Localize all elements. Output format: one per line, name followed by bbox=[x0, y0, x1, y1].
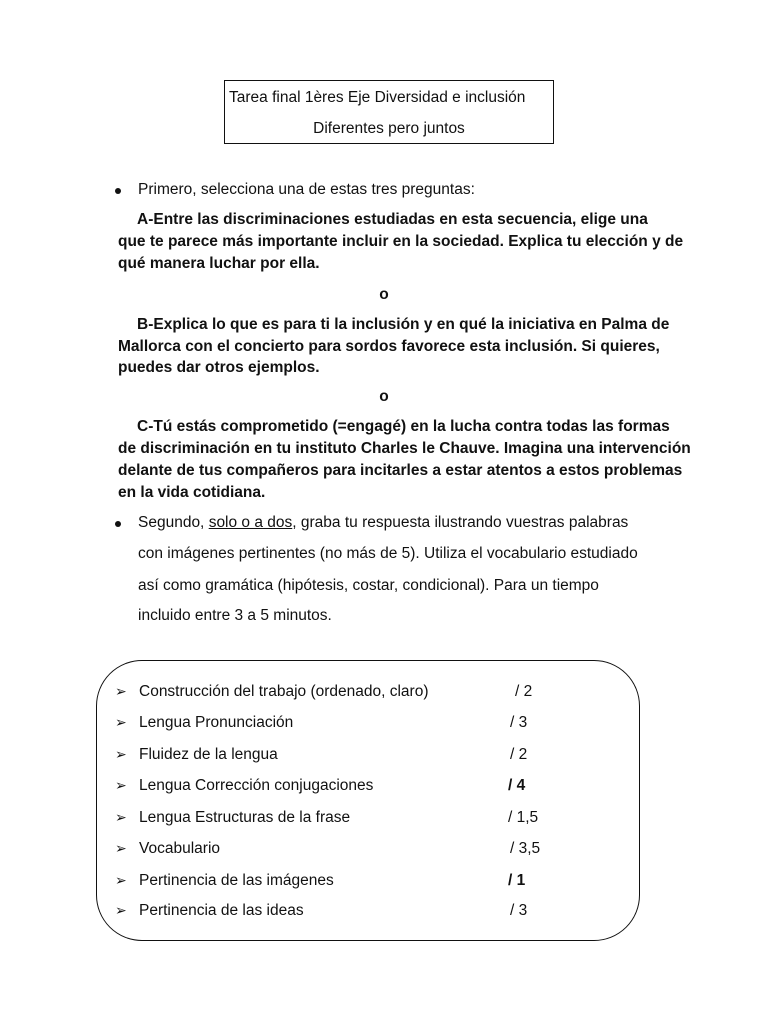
instruction-second-underlined: solo o a dos bbox=[208, 514, 293, 531]
criteria-row bbox=[97, 746, 641, 768]
criteria-score: / 3,5 bbox=[510, 840, 541, 857]
criteria-row bbox=[97, 777, 641, 799]
criteria-label: Vocabulario bbox=[139, 840, 221, 857]
question-b-line-2: Mallorca con el concierto para sordos favorece esta inclusión. Si quieres, bbox=[118, 338, 660, 355]
question-c-line-4: en la vida cotidiana. bbox=[118, 484, 266, 501]
arrowhead-bullet-icon: ➢ bbox=[115, 714, 127, 730]
criteria-row bbox=[97, 714, 641, 736]
arrowhead-bullet-icon: ➢ bbox=[115, 840, 127, 856]
question-b-line-3: puedes dar otros ejemplos. bbox=[118, 359, 320, 376]
criteria-score: / 1 bbox=[508, 872, 526, 889]
criteria-row bbox=[97, 902, 641, 924]
criteria-label: Pertinencia de las ideas bbox=[139, 902, 304, 919]
bullet-dot-icon bbox=[115, 188, 121, 194]
criteria-score: / 2 bbox=[515, 683, 533, 700]
criteria-score: / 2 bbox=[510, 746, 528, 763]
bullet-dot-icon bbox=[115, 521, 121, 527]
criteria-row bbox=[97, 840, 641, 862]
criteria-label: Fluidez de la lengua bbox=[139, 746, 278, 763]
criteria-row bbox=[97, 809, 641, 831]
instruction-second-line-3: así como gramática (hipótesis, costar, condicional). Para un tiempo bbox=[138, 577, 599, 594]
instruction-second-line-4: incluido entre 3 a 5 minutos. bbox=[138, 607, 332, 624]
title-box bbox=[224, 80, 554, 144]
criteria-row bbox=[97, 872, 641, 894]
criteria-score: / 4 bbox=[508, 777, 526, 794]
separator-or: o bbox=[379, 388, 389, 405]
title-line-1: Tarea final 1ères Eje Diversidad e inclusión bbox=[229, 89, 526, 106]
question-a-line-1: A-Entre las discriminaciones estudiadas en esta secuencia, elige una bbox=[137, 211, 648, 228]
instruction-second-line-1 bbox=[138, 514, 628, 532]
instruction-first: Primero, selecciona una de estas tres preguntas: bbox=[138, 181, 475, 198]
criteria-box bbox=[96, 660, 640, 941]
arrowhead-bullet-icon: ➢ bbox=[115, 902, 127, 918]
instruction-second-suffix: , graba tu respuesta ilustrando vuestras palabras bbox=[292, 514, 629, 531]
separator-or: o bbox=[379, 286, 389, 303]
criteria-label: Lengua Estructuras de la frase bbox=[139, 809, 351, 826]
criteria-label: Lengua Corrección conjugaciones bbox=[139, 777, 374, 794]
title-line-2: Diferentes pero juntos bbox=[313, 120, 465, 137]
instruction-second-line-2: con imágenes pertinentes (no más de 5). Utiliza el vocabulario estudiado bbox=[138, 545, 638, 562]
criteria-score: / 3 bbox=[510, 714, 528, 731]
arrowhead-bullet-icon: ➢ bbox=[115, 809, 127, 825]
question-a-line-3: qué manera luchar por ella. bbox=[118, 255, 320, 272]
criteria-score: / 3 bbox=[510, 902, 528, 919]
arrowhead-bullet-icon: ➢ bbox=[115, 872, 127, 888]
question-c-line-1: C-Tú estás comprometido (=engagé) en la lucha contra todas las formas bbox=[137, 418, 670, 435]
arrowhead-bullet-icon: ➢ bbox=[115, 683, 127, 699]
criteria-row bbox=[97, 683, 641, 705]
question-c-line-2: de discriminación en tu instituto Charles le Chauve. Imagina una intervención bbox=[118, 440, 691, 457]
arrowhead-bullet-icon: ➢ bbox=[115, 777, 127, 793]
criteria-label: Construcción del trabajo (ordenado, claro) bbox=[139, 683, 429, 700]
instruction-second-prefix: Segundo, bbox=[138, 514, 209, 531]
arrowhead-bullet-icon: ➢ bbox=[115, 746, 127, 762]
criteria-score: / 1,5 bbox=[508, 809, 539, 826]
question-c-line-3: delante de tus compañeros para incitarles a estar atentos a estos problemas bbox=[118, 462, 683, 479]
question-a-line-2: que te parece más importante incluir en la sociedad. Explica tu elección y de bbox=[118, 233, 684, 250]
criteria-label: Lengua Pronunciación bbox=[139, 714, 294, 731]
question-b-line-1: B-Explica lo que es para ti la inclusión y en qué la iniciativa en Palma de bbox=[137, 316, 670, 333]
criteria-label: Pertinencia de las imágenes bbox=[139, 872, 334, 889]
